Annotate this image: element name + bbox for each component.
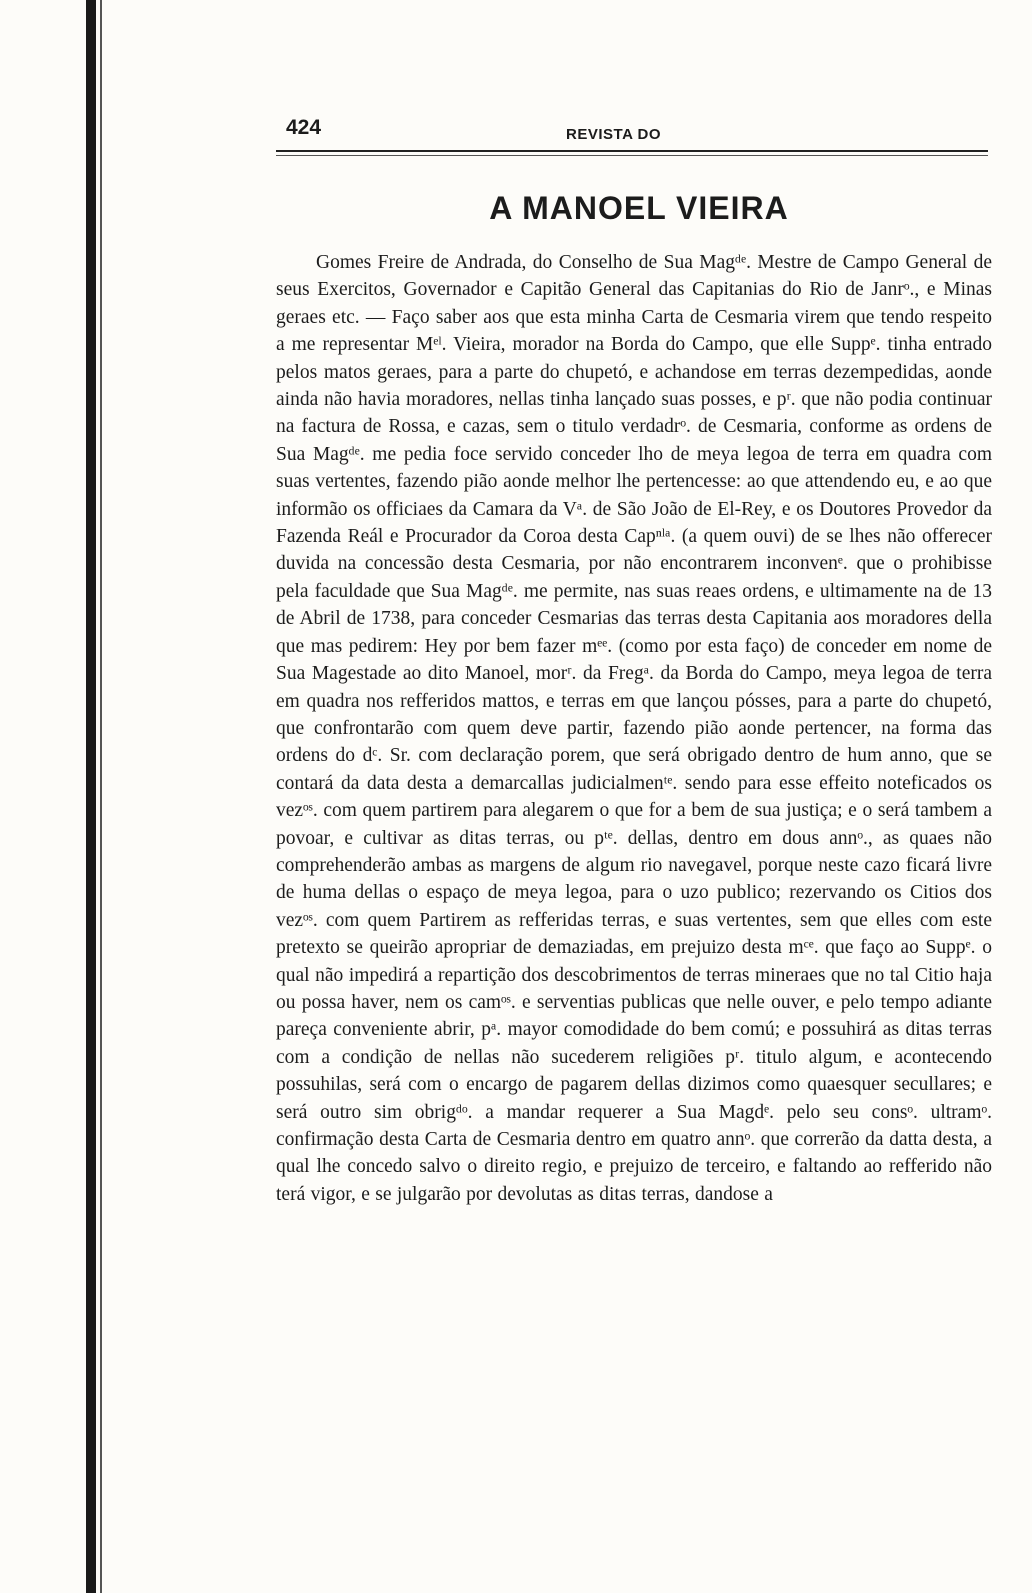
binding-edge bbox=[86, 0, 96, 1593]
document-page bbox=[276, 116, 992, 1208]
header-rule bbox=[276, 150, 988, 156]
running-header bbox=[276, 116, 992, 150]
article-title: A MANOEL VIEIRA bbox=[489, 190, 789, 226]
article-body: Gomes Freire de Andrada, do Conselho de Sua Magᵈᵉ. Mestre de Campo General de seus Exercitos, Governador e Capitão General das Capitanias do Rio de Janrᵒ., e Minas geraes etc. — Faço saber aos que esta minha Carta de Cesmaria virem que tendo respeito a me representar Mᵉˡ. Vieira, morador na Borda do Campo, que elle Suppᵉ. tinha entrado pelos matos geraes, para a parte do chupetó, e achandose em terras dezempedidas, aonde ainda não havia moradores, nellas tinha lançado suas posses, e pʳ. que não podia continuar na factura de Rossa, e cazas, sem o titulo verdadrᵒ. de Cesmaria, conforme as ordens de Sua Magᵈᵉ. me pedia foce servido conceder lho de meya legoa de terra em quadra com suas vertentes, fazendo pião aonde melhor lhe pertencesse: ao que attendendo eu, e ao que informão os officiaes da Camara da Vᵃ. de São João de El-Rey, e os Doutores Provedor da Fazenda Reál e Procurador da Coroa desta Capⁿˡᵃ. (a quem ouvi) de se lhes não offerecer duvida na concessão desta Cesmaria, por não encontrarem inconvenᵉ. que o prohibisse pela faculdade que Sua Magᵈᵉ. me permite, nas suas reaes ordens, e ultimamente na de 13 de Abril de 1738, para conceder Cesmarias das terras desta Capitania aos moradores della que mas pedirem: Hey por bem fazer mᵉᵉ. (como por esta faço) de conceder em nome de Sua Magestade ao dito Manoel, morʳ. da Fregᵃ. da Borda do Campo, meya legoa de terra em quadra nos refferidos mattos, e terras em que lançou pósses, para a parte do chupetó, que confrontarão com quem deve partir, fazendo pião aonde pertencer, na forma das ordens do dᶜ. Sr. com declaração porem, que será obrigado dentro de hum anno, que se contará da data desta a demarcallas judicialmenᵗᵉ. sendo para esse effeito noteficados os vezᵒˢ. com quem partirem para alegarem o que for a bem de sua justiça; e o será tambem a povoar, e cultivar as ditas terras, ou pᵗᵉ. dellas, dentro em dous annᵒ., as quaes não comprehenderão ambas as margens de algum rio navegavel, porque neste cazo ficará livre de huma dellas o espaço de meya legoa, para o uzo publico; rezervando os Citios dos vezᵒˢ. com quem Partirem as refferidas terras, e suas vertentes, sem que elles com este pretexto se queirão apropriar de demaziadas, em prejuizo desta mᶜᵉ. que faço ao Suppᵉ. o qual não impedirá a repartição dos descobrimentos de terras mineraes que no tal Citio haja ou possa haver, nem os camᵒˢ. e serventias publicas que nelle ouver, e pelo tempo adiante pareça conveniente abrir, pᵃ. mayor comodidade do bem comú; e possuhirá as ditas terras com a condição de nellas não sucederem religiões pʳ. titulo algum, e acontecendo possuhilas, será com o encargo de pagarem dellas dizimos como quaesquer secullares; e será outro sim obrigᵈᵒ. a mandar requerer a Sua Magdᵉ. pelo seu consᵒ. ultramᵒ. confirmação desta Carta de Cesmaria dentro em quatro annᵒ. que correrão da datta desta, a qual lhe concedo salvo o direito regio, e prejuizo de terceiro, e faltando ao refferido não terá vigor, e se julgarão por devolutas as ditas terras, dandose a bbox=[276, 252, 992, 1205]
journal-title: REVISTA DO bbox=[566, 126, 662, 143]
binding-edge-line bbox=[100, 0, 102, 1593]
page-number: 424 bbox=[286, 116, 322, 139]
